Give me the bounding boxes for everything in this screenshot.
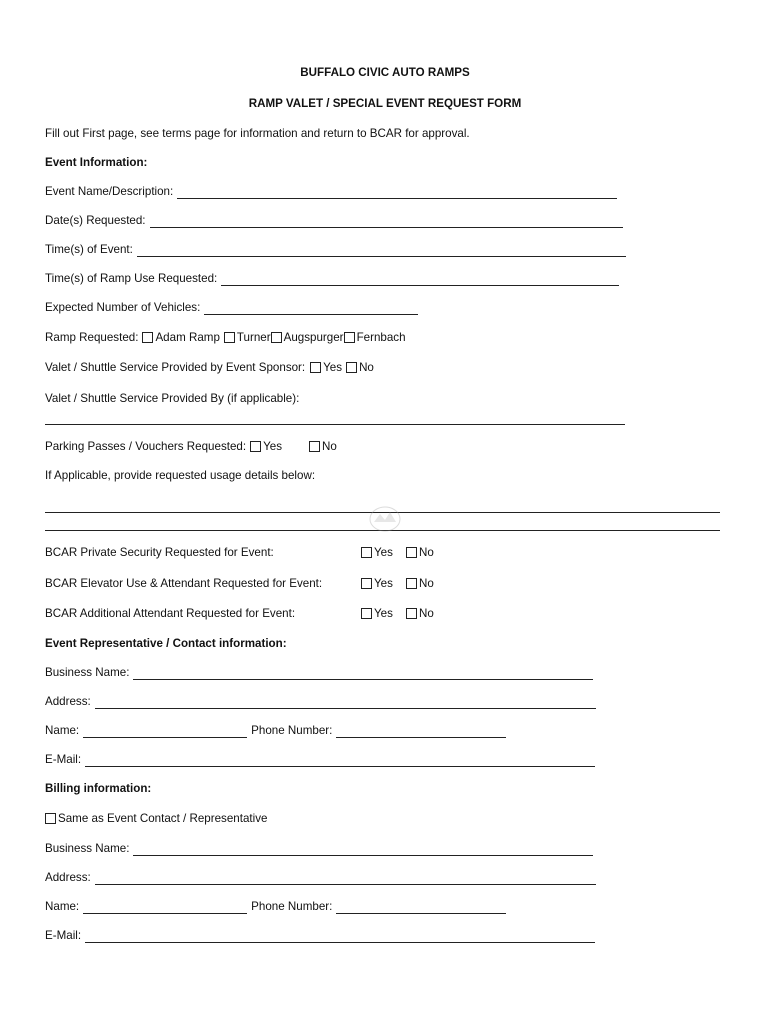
yes-label: Yes (323, 361, 343, 374)
contact-name-label: Name: (45, 724, 80, 737)
ramp-requested-row (45, 331, 406, 345)
elevator-no[interactable] (406, 577, 434, 591)
billing-email-label: E-Mail: (45, 929, 82, 942)
checkbox-icon[interactable] (309, 441, 320, 452)
no-label: No (419, 577, 434, 590)
valet-sponsor-yes[interactable] (310, 361, 342, 375)
ramp-requested-label: Ramp Requested: (45, 331, 139, 344)
times-field[interactable] (137, 245, 626, 257)
dates-field[interactable] (150, 216, 623, 228)
ramp-option-label: Turner (236, 331, 271, 344)
billing-name-row (45, 900, 506, 914)
checkbox-icon[interactable] (361, 578, 372, 589)
event-info-heading (45, 156, 147, 170)
ramp-use-label: Time(s) of Ramp Use Requested: (45, 272, 218, 285)
checkbox-icon[interactable] (250, 441, 261, 452)
checkbox-icon[interactable] (45, 813, 56, 824)
billing-business-row (45, 842, 593, 856)
checkbox-icon[interactable] (142, 332, 153, 343)
security-row (45, 546, 434, 560)
billing-business-label: Business Name: (45, 842, 130, 855)
billing-business-field[interactable] (133, 844, 593, 856)
checkbox-icon[interactable] (406, 608, 417, 619)
contact-name-row (45, 724, 506, 738)
no-label: No (359, 361, 374, 374)
billing-name-label: Name: (45, 900, 80, 913)
contact-name-field[interactable] (83, 726, 247, 738)
times-row (45, 243, 626, 257)
valet-by-label: Valet / Shuttle Service Provided By (if applicable): (45, 392, 300, 405)
contact-address-row (45, 695, 596, 709)
yes-label: Yes (374, 577, 393, 590)
ramp-option-label: Augspurger (283, 331, 344, 344)
vehicles-label: Expected Number of Vehicles: (45, 301, 201, 314)
ramp-option-turner[interactable] (224, 331, 271, 345)
elevator-row (45, 577, 434, 591)
ramp-option-fernbach[interactable] (344, 331, 406, 345)
contact-address-label: Address: (45, 695, 91, 708)
checkbox-icon[interactable] (361, 547, 372, 558)
contact-business-field[interactable] (133, 668, 593, 680)
no-label: No (419, 546, 434, 559)
org-title-text: BUFFALO CIVIC AUTO RAMPS (300, 66, 470, 79)
vehicles-field[interactable] (204, 303, 418, 315)
valet-by-row (45, 392, 299, 406)
contact-address-field[interactable] (95, 697, 596, 709)
checkbox-icon[interactable] (344, 332, 355, 343)
attendant-no[interactable] (406, 607, 434, 621)
dates-label: Date(s) Requested: (45, 214, 146, 227)
billing-address-field[interactable] (95, 873, 596, 885)
contact-heading-text: Event Representative / Contact information: (45, 637, 287, 650)
event-name-label: Event Name/Description: (45, 185, 174, 198)
security-no[interactable] (406, 546, 434, 560)
billing-phone-field[interactable] (336, 902, 506, 914)
billing-heading (45, 782, 151, 796)
attendant-label: BCAR Additional Attendant Requested for Event: (45, 607, 296, 620)
passes-no[interactable] (309, 440, 337, 454)
billing-phone-label: Phone Number: (251, 900, 333, 913)
ramp-option-label: Adam Ramp (155, 331, 220, 344)
security-yes[interactable] (361, 546, 406, 560)
elevator-label: BCAR Elevator Use & Attendant Requested for Event: (45, 577, 323, 590)
ramp-option-augspurger[interactable] (271, 331, 344, 345)
instructions (45, 127, 470, 141)
form-title-text: RAMP VALET / SPECIAL EVENT REQUEST FORM (248, 97, 522, 110)
org-title (0, 66, 770, 80)
billing-address-row (45, 871, 596, 885)
contact-business-label: Business Name: (45, 666, 130, 679)
checkbox-icon[interactable] (271, 332, 282, 343)
ramp-use-field[interactable] (221, 274, 619, 286)
event-name-row (45, 185, 617, 199)
no-label: No (419, 607, 434, 620)
billing-email-field[interactable] (85, 931, 595, 943)
ramp-use-row (45, 272, 619, 286)
contact-phone-field[interactable] (336, 726, 506, 738)
checkbox-icon[interactable] (406, 578, 417, 589)
billing-email-row (45, 929, 595, 943)
times-label: Time(s) of Event: (45, 243, 133, 256)
contact-business-row (45, 666, 593, 680)
elevator-yes[interactable] (361, 577, 406, 591)
attendant-yes[interactable] (361, 607, 406, 621)
ramp-option-label: Fernbach (356, 331, 406, 344)
valet-sponsor-no[interactable] (346, 361, 374, 375)
ramp-option-adam[interactable] (142, 331, 219, 345)
valet-sponsor-row (45, 361, 374, 375)
event-info-heading-text: Event Information: (45, 156, 148, 169)
usage-details-label: If Applicable, provide requested usage details below: (45, 469, 316, 482)
checkbox-icon[interactable] (310, 362, 321, 373)
checkbox-icon[interactable] (346, 362, 357, 373)
passes-label: Parking Passes / Vouchers Requested: (45, 440, 247, 453)
passes-yes[interactable] (250, 440, 282, 454)
event-name-field[interactable] (177, 187, 617, 199)
contact-email-label: E-Mail: (45, 753, 82, 766)
checkbox-icon[interactable] (406, 547, 417, 558)
no-label: No (322, 440, 337, 453)
passes-row (45, 440, 337, 454)
checkbox-icon[interactable] (224, 332, 235, 343)
valet-by-field[interactable] (45, 424, 625, 425)
yes-label: Yes (374, 546, 393, 559)
usage-details-row (45, 469, 315, 483)
billing-name-field[interactable] (83, 902, 247, 914)
contact-heading (45, 637, 287, 651)
billing-heading-text: Billing information: (45, 782, 152, 795)
billing-same-as-row (45, 812, 267, 826)
attendant-row (45, 607, 434, 621)
billing-same-as-label: Same as Event Contact / Representative (58, 812, 268, 825)
yes-label: Yes (374, 607, 393, 620)
vehicles-row (45, 301, 418, 315)
yes-label: Yes (263, 440, 282, 453)
contact-phone-label: Phone Number: (251, 724, 333, 737)
contact-email-field[interactable] (85, 755, 595, 767)
form-title (0, 97, 770, 111)
instructions-text: Fill out First page, see terms page for information and return to BCAR for approval. (45, 127, 470, 140)
checkbox-icon[interactable] (361, 608, 372, 619)
valet-sponsor-label: Valet / Shuttle Service Provided by Event Sponsor: (45, 361, 306, 374)
billing-address-label: Address: (45, 871, 91, 884)
billing-same-as-option[interactable] (45, 812, 267, 826)
security-label: BCAR Private Security Requested for Event: (45, 546, 274, 559)
dates-row (45, 214, 623, 228)
contact-email-row (45, 753, 595, 767)
logo-watermark-icon (368, 504, 402, 534)
